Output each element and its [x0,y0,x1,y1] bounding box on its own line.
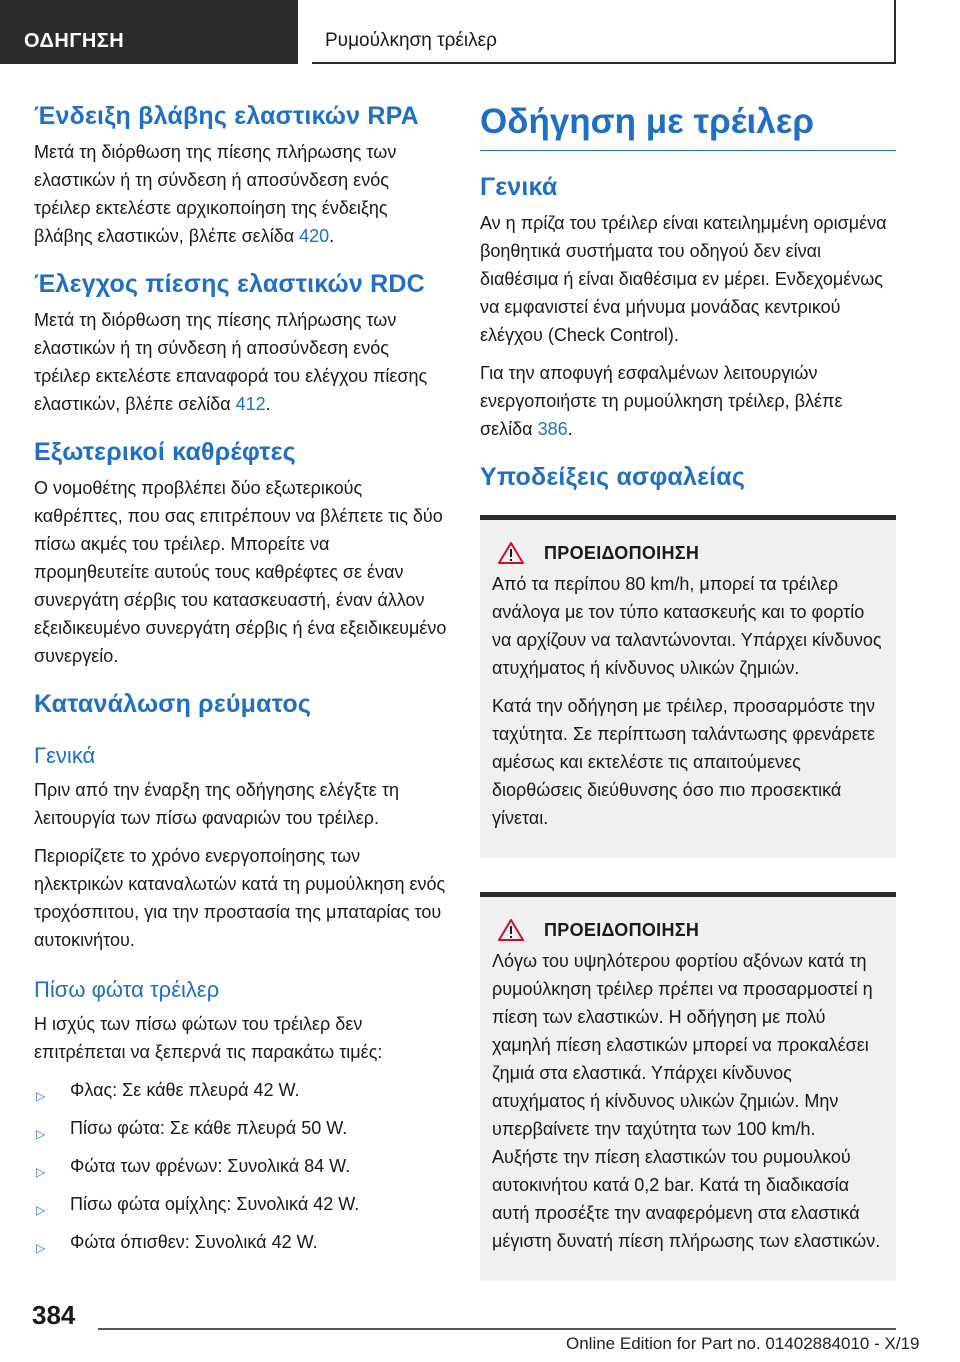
paragraph-general-1: Πριν από την έναρξη της οδήγησης ελέγξτε τη λειτουργία των πίσω φαναριών του τρέιλερ. [34,780,399,828]
heading-rpa: Ένδειξη βλάβης ελαστικών RPA [34,102,419,130]
list-item: ▷ Φώτα των φρένων: Συνολικά 84 W. [34,1152,448,1180]
warning-paragraph-2: Κατά την οδήγηση με τρέιλερ, προσαρμόστε την ταχύτητα. Σε περίπτωση ταλάντωσης φρενάρετε αμέσως και εκτελέστε τις απαιτούμενες διορθώσεις διεύθυνσης όσο πιο προσεκτικά γίνεται. [492,696,876,828]
section-tab: ΟΔΗΓΗΣΗ [0,0,298,64]
subheading-general: Γενικά [34,743,96,768]
warning-triangle-icon [498,919,524,941]
left-column [34,100,448,1266]
heading-power-consumption: Κατανάλωση ρεύματος [34,690,312,718]
paragraph-rdc: Μετά τη διόρθωση της πίεσης πλήρωσης των ελαστικών ή τη σύνδεση ή αποσύνδεση ενός τρέιλερ εκτελέστε επαναφορά του ελέγχου πίεσης ελαστικών, βλέπε σελίδα 412. [34,310,428,414]
triangle-bullet-icon: ▷ [36,1165,46,1179]
paragraph-rear-lights: Η ισχύς των πίσω φώτων του τρέιλερ δεν επιτρέπεται να ξεπερνά τις παρακάτω τιμές: [34,1014,383,1062]
heading-safety-notes: Υποδείξεις ασφαλείας [480,463,746,491]
warning-header [492,542,884,564]
warning-triangle-icon [498,542,524,564]
heading-mirrors: Εξωτερικοί καθρέφτες [34,438,296,466]
heading-general: Γενικά [480,173,558,201]
warning-header [492,919,884,941]
page-link-386[interactable]: 386 [537,419,568,439]
warning-paragraph-1: Λόγω του υψηλότερου φορτίου αξόνων κατά τη ρυμούλκηση τρέιλερ πρέπει να προσαρμοστεί η πίεση των ελαστικών. Η οδήγηση με πολύ χαμηλή πίεση ελαστικών μπορεί να προκαλέσει ζημιά στα ελαστικά. Υπάρχει κίνδυνος ατυχήματος ή κίνδυνος υλικών ζημιών. Μην υπερβαίνετε την ταχύτητα των 100 km/h. Αυξήστε την πίεση ελαστικών του ρυμουλκού αυτοκινήτου κατά 0,2 bar. Κατά τη διαδικασία αυτή προσέξτε την αναφερόμενη στα ελαστικά μέγιστη δυνατή πίεση πλήρωσης των ελαστικών. [492,951,881,1251]
right-column [480,100,896,1281]
triangle-bullet-icon: ▷ [36,1089,46,1103]
paragraph-general-2: Για την αποφυγή εσφαλμένων λειτουργιών ενεργοποιήστε τη ρυμούλκηση τρέιλερ, βλέπε σελίδα 386. [480,363,843,439]
triangle-bullet-icon: ▷ [36,1127,46,1141]
list-item: ▷ Φλας: Σε κάθε πλευρά 42 W. [34,1076,448,1104]
warning-title: ΠΡΟΕΙΔΟΠΟΙΗΣΗ [544,919,700,940]
footer-divider [98,1328,896,1330]
triangle-bullet-icon: ▷ [36,1203,46,1217]
warning-box-2 [480,892,896,1281]
warning-paragraph-1: Από τα περίπου 80 km/h, μπορεί τα τρέιλερ ανάλογα με τον τύπο κατασκευής και το φορτίο να αρχίζουν να ταλαντώνονται. Υπάρχει κίνδυνος ατυχήματος ή κίνδυνος υλικών ζημιών. [492,574,882,678]
page-link-412[interactable]: 412 [235,394,266,414]
list-item: ▷ Πίσω φώτα: Σε κάθε πλευρά 50 W. [34,1114,448,1142]
edition-note: Online Edition for Part no. 01402884010 - X/19 [566,1334,920,1353]
subheading-rear-lights: Πίσω φώτα τρέιλερ [34,977,220,1002]
paragraph-rpa: Μετά τη διόρθωση της πίεσης πλήρωσης των ελαστικών ή τη σύνδεση ή αποσύνδεση ενός τρέιλερ εκτελέστε αρχικοποίηση της ένδειξης βλάβης ελαστικών, βλέπε σελίδα 420. [34,142,397,246]
page-link-420[interactable]: 420 [299,226,330,246]
subsection-title: Ρυμούλκηση τρέιλερ [312,0,896,64]
page-number: 384 [32,1300,76,1330]
warning-title: ΠΡΟΕΙΔΟΠΟΙΗΣΗ [544,542,700,563]
page-header [0,0,960,64]
paragraph-mirrors: Ο νομοθέτης προβλέπει δύο εξωτερικούς καθρέπτες, που σας επιτρέπουν να βλέπετε τις δύο πίσω ακμές του τρέιλερ. Μπορείτε να προμηθευτείτε αυτούς τους καθρέφτες σε έναν συνεργάτη σέρβις του κατασκευαστή, έναν άλλον εξειδικευμένο συνεργάτη σέρβις ή ένα εξειδικευμένο συνεργείο. [34,478,447,666]
rear-lights-list [34,1076,448,1256]
heading-rdc: Έλεγχος πίεσης ελαστικών RDC [34,270,425,298]
list-item: ▷ Πίσω φώτα ομίχλης: Συνολικά 42 W. [34,1190,448,1218]
paragraph-general-2: Περιορίζετε το χρόνο ενεργοποίησης των ηλεκτρικών καταναλωτών κατά τη ρυμούλκηση ενός τροχόσπιτου, για την προστασία της μπαταρίας του αυτοκινήτου. [34,846,446,950]
triangle-bullet-icon: ▷ [36,1241,46,1255]
list-item: ▷ Φώτα όπισθεν: Συνολικά 42 W. [34,1228,448,1256]
warning-box-1 [480,515,896,858]
paragraph-general-1: Αν η πρίζα του τρέιλερ είναι κατειλημμένη ορισμένα βοηθητικά συστήματα του οδηγού δεν είναι διαθέσιμα ή είναι διαθέσιμα εν μέρει. Ενδεχομένως να εμφανιστεί ένα μήνυμα μονάδας κεντρικού ελέγχου (Check Control). [480,213,887,345]
heading-driving-with-trailer: Οδήγηση με τρέιλερ [480,100,896,151]
